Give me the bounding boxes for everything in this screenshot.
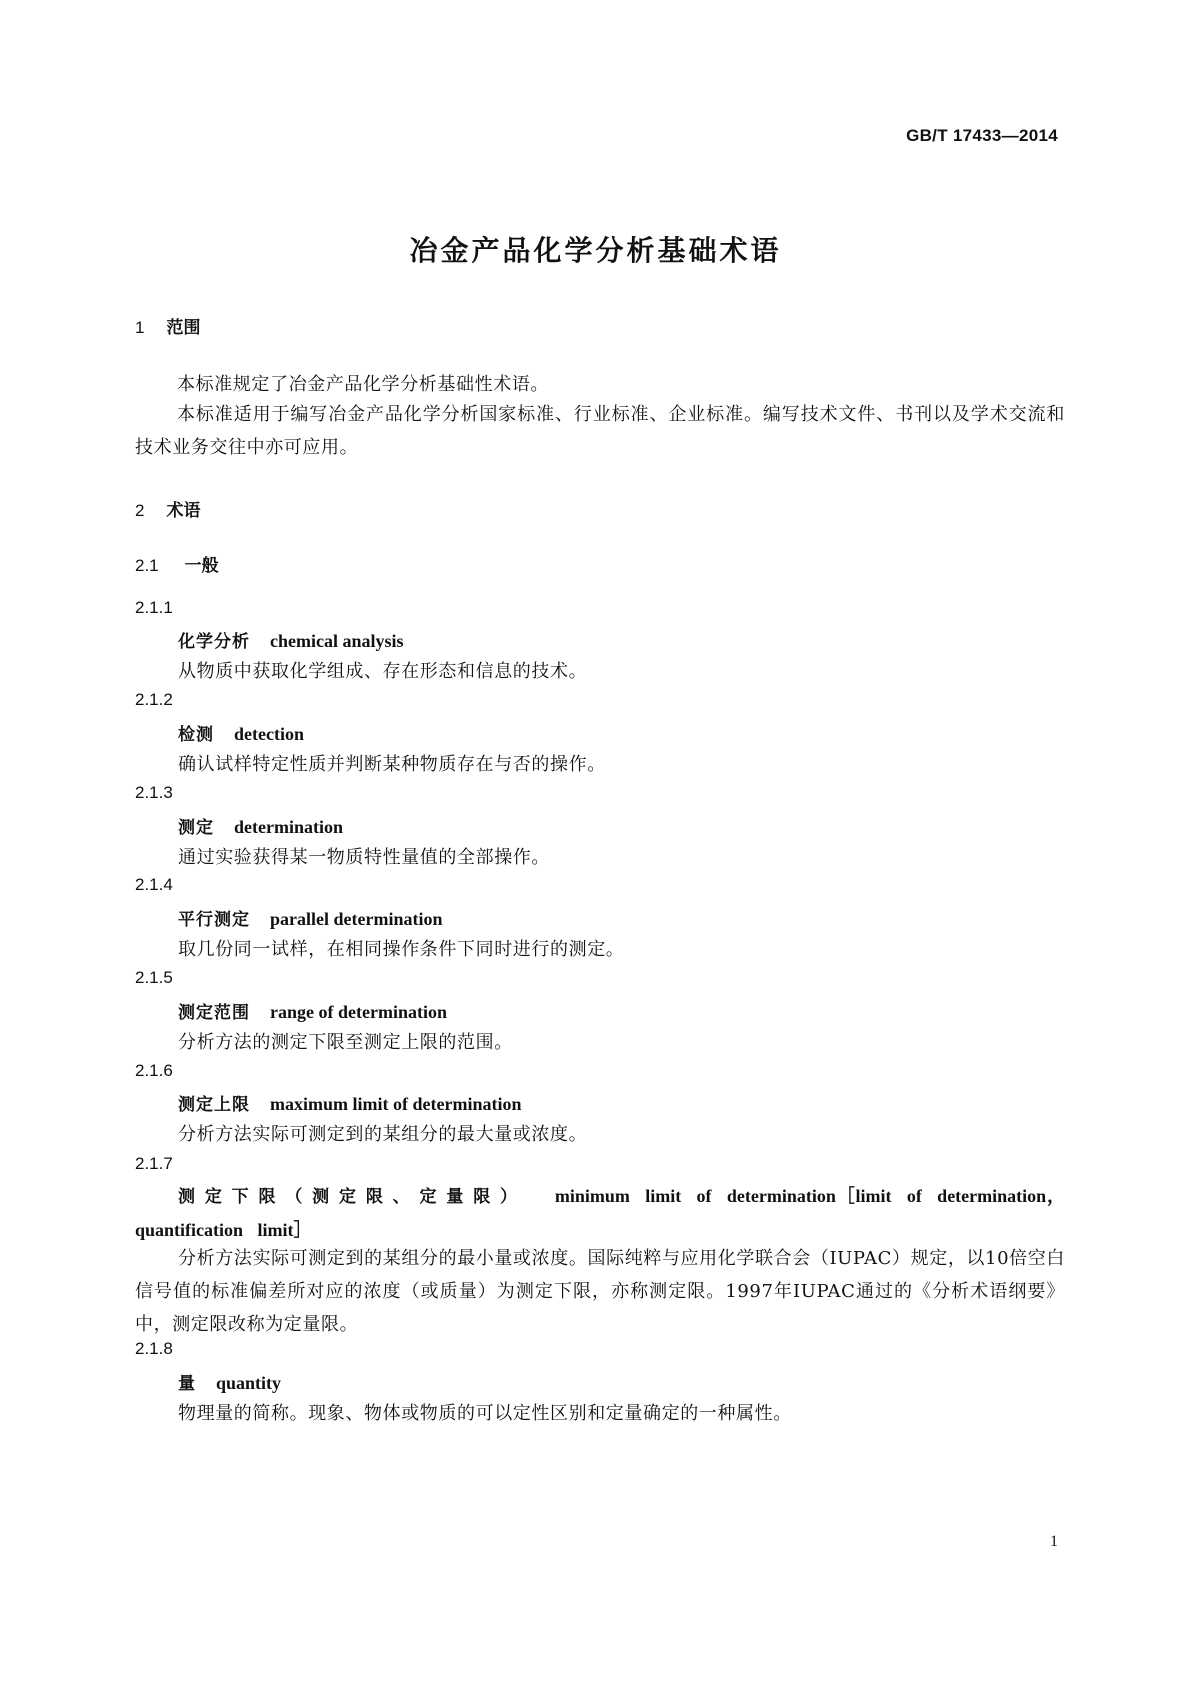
term-name-zh: 测定上限 — [178, 1095, 250, 1115]
term-name-en: range of determination — [270, 1002, 447, 1022]
subsection-number: 2.1 — [135, 556, 159, 575]
term-name-zh: 测定范围 — [178, 1003, 250, 1023]
section-heading-scope — [135, 313, 200, 338]
term-definition: 分析方法实际可测定到的某组分的最小量或浓度。国际纯粹与应用化学联合会（IUPAC）规定，以10倍空白信号值的标准偏差所对应的浓度（或质量）为测定下限，亦称测定限。1997年IUPAC通过的《分析术语纲要》中，测定限改称为定量限。 — [135, 1248, 1065, 1335]
standard-code: GB/T 17433—2014 — [906, 126, 1058, 145]
term-name — [135, 1180, 1065, 1248]
term-name-en: chemical analysis — [270, 631, 404, 651]
subsection-heading-general — [135, 551, 219, 576]
term-name-zh: 检测 — [178, 725, 214, 745]
term-name-zh: 量 — [178, 1374, 196, 1394]
term-definition: 分析方法的测定下限至测定上限的范围。 — [178, 1032, 513, 1053]
term-name-en: detection — [234, 724, 304, 744]
term-number: 2.1.5 — [135, 968, 173, 987]
term-number: 2.1.8 — [135, 1339, 173, 1358]
term-name — [178, 1090, 521, 1115]
section-number: 2 — [135, 501, 145, 520]
section-title: 范围 — [166, 318, 201, 338]
subsection-title: 一般 — [184, 556, 219, 576]
term-name-zh: 化学分析 — [178, 632, 250, 652]
section-title: 术语 — [166, 501, 201, 521]
scope-paragraph-1: 本标准规定了冶金产品化学分析基础性术语。 — [177, 374, 549, 395]
term-name-en: quantity — [216, 1373, 282, 1393]
term-number: 2.1.4 — [135, 875, 173, 894]
term-name-en: minimum limit of determination［limit of determination，quantification limit］ — [135, 1186, 1066, 1240]
term-name-zh: 测定 — [178, 818, 214, 838]
term-name-en: maximum limit of determination — [270, 1094, 522, 1114]
term-name-zh: 测定下限（测定限、定量限） — [178, 1187, 527, 1207]
document-title: 冶金产品化学分析基础术语 — [409, 234, 782, 267]
page-number: 1 — [1050, 1533, 1058, 1550]
term-name — [178, 905, 442, 930]
term-number: 2.1.6 — [135, 1061, 173, 1080]
term-definition: 取几份同一试样，在相同操作条件下同时进行的测定。 — [178, 939, 625, 960]
section-number: 1 — [135, 318, 145, 337]
term-number: 2.1.7 — [135, 1154, 173, 1173]
term-definition: 物理量的简称。现象、物体或物质的可以定性区别和定量确定的一种属性。 — [178, 1403, 792, 1424]
term-name — [178, 998, 447, 1023]
term-definition: 从物质中获取化学组成、存在形态和信息的技术。 — [178, 661, 588, 682]
section-heading-terms — [135, 496, 200, 521]
term-definition: 分析方法实际可测定到的某组分的最大量或浓度。 — [178, 1124, 588, 1145]
term-name — [178, 720, 304, 745]
term-name — [178, 813, 343, 838]
term-definition: 确认试样特定性质并判断某种物质存在与否的操作。 — [178, 754, 606, 775]
term-name — [178, 627, 404, 652]
term-name-en: determination — [234, 817, 343, 837]
term-name-zh: 平行测定 — [178, 910, 250, 930]
term-number: 2.1.1 — [135, 598, 173, 617]
term-definition: 通过实验获得某一物质特性量值的全部操作。 — [178, 847, 550, 868]
term-name — [178, 1369, 281, 1394]
term-number: 2.1.3 — [135, 783, 173, 802]
scope-paragraph-2: 本标准适用于编写冶金产品化学分析国家标准、行业标准、企业标准。编写技术文件、书刊以及学术交流和技术业务交往中亦可应用。 — [135, 404, 1065, 458]
term-name-en: parallel determination — [270, 909, 443, 929]
term-number: 2.1.2 — [135, 690, 173, 709]
